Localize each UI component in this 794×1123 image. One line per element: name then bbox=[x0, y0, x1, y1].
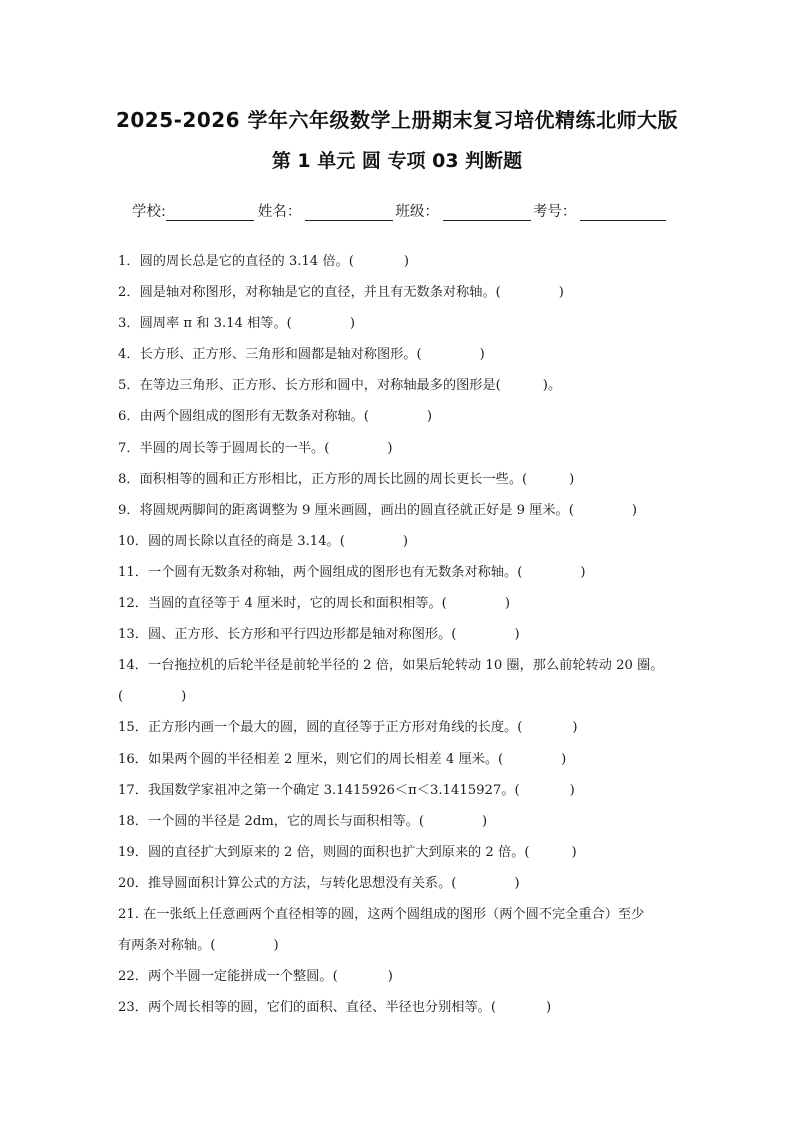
closing-paren: ) bbox=[569, 471, 575, 487]
question-text: 17．我国数学家祖冲之第一个确定 3.1415926＜π＜3.1415927。( bbox=[118, 782, 520, 798]
question-item bbox=[118, 775, 698, 806]
question-text: 1．圆的周长总是它的直径的 3.14 倍。( bbox=[118, 254, 354, 269]
question-item bbox=[118, 401, 698, 432]
closing-paren: ) bbox=[273, 938, 279, 954]
question-text: 10．圆的周长除以直径的商是 3.14。( bbox=[118, 533, 345, 549]
question-text: 13．圆、正方形、长方形和平行四边形都是轴对称图形。( bbox=[118, 627, 457, 643]
question-continuation bbox=[118, 930, 698, 961]
closing-paren: )。 bbox=[542, 378, 562, 394]
question-text: 23．两个周长相等的圆，它们的面积、直径、半径也分别相等。( bbox=[118, 1000, 496, 1016]
question-item bbox=[118, 744, 698, 775]
exam-number-blank[interactable] bbox=[580, 204, 666, 221]
closing-paren: ) bbox=[181, 689, 187, 705]
question-continuation-text: 有两条对称轴。( bbox=[118, 938, 216, 954]
question-text: 19．圆的直径扩大到原来的 2 倍，则圆的面积也扩大到原来的 2 倍。( bbox=[118, 844, 530, 860]
question-item bbox=[118, 899, 698, 930]
closing-paren: ) bbox=[402, 533, 409, 549]
question-item bbox=[118, 619, 698, 650]
closing-paren: ) bbox=[631, 502, 638, 518]
question-item bbox=[118, 277, 698, 308]
question-continuation-text: ( bbox=[118, 689, 124, 705]
question-text: 12．当圆的直径等于 4 厘米时，它的周长和面积相等。( bbox=[118, 596, 447, 612]
closing-paren: ) bbox=[558, 285, 564, 301]
closing-paren: ) bbox=[514, 875, 520, 891]
question-text: 16．如果两个圆的半径相差 2 厘米，则它们的周长相差 4 厘米。( bbox=[118, 751, 504, 767]
name-blank[interactable] bbox=[305, 204, 393, 221]
question-text: 18．一个圆的半径是 2dm，它的周长与面积相等。( bbox=[118, 813, 425, 829]
question-item bbox=[118, 868, 698, 899]
question-text: 5．在等边三角形、正方形、长方形和圆中，对称轴最多的图形是( bbox=[118, 378, 501, 394]
question-text: 3．圆周率 π 和 3.14 相等。( bbox=[118, 316, 292, 332]
question-text: 11．一个圆有无数条对称轴，两个圆组成的图形也有无数条对称轴。( bbox=[118, 564, 523, 580]
question-item bbox=[118, 495, 698, 526]
closing-paren: ) bbox=[580, 564, 586, 580]
question-list bbox=[118, 246, 698, 1023]
question-text: 8．面积相等的圆和正方形相比，正方形的周长比圆的周长更长一些。( bbox=[118, 471, 528, 487]
closing-paren: ) bbox=[504, 596, 510, 612]
document-subtitle: 第 1 单元 圆 专项 03 判断题 bbox=[271, 150, 523, 172]
question-text: 21. 在一张纸上任意画两个直径相等的圆，这两个圆组成的图形（两个圆不完全重合）至少 bbox=[118, 906, 645, 922]
school-label: 学校: bbox=[132, 204, 166, 220]
question-item bbox=[118, 557, 698, 588]
question-item bbox=[118, 308, 698, 339]
question-text: 2．圆是轴对称图形，对称轴是它的直径，并且有无数条对称轴。( bbox=[118, 285, 501, 301]
student-info-row bbox=[132, 200, 668, 221]
question-item bbox=[118, 246, 698, 277]
question-item bbox=[118, 837, 698, 868]
closing-paren: ) bbox=[571, 844, 577, 860]
name-label: 姓名： bbox=[257, 204, 302, 220]
closing-paren: ) bbox=[426, 409, 433, 425]
question-text: 15．正方形内画一个最大的圆，圆的直径等于正方形对角线的长度。( bbox=[118, 720, 523, 736]
question-item bbox=[118, 806, 698, 837]
closing-paren: ) bbox=[482, 813, 488, 829]
question-text: 14．一台拖拉机的后轮半径是前轮半径的 2 倍，如果后轮转动 10 圈，那么前轮转动 20 圈。 bbox=[118, 658, 664, 674]
closing-paren: ) bbox=[387, 440, 393, 456]
question-text: 7．半圆的周长等于圆周长的一半。( bbox=[118, 440, 330, 456]
class-blank[interactable] bbox=[443, 204, 531, 221]
class-label: 班级： bbox=[395, 204, 439, 220]
closing-paren: ) bbox=[387, 969, 393, 985]
exam-number-label: 考号： bbox=[532, 204, 577, 220]
question-text: 20．推导圆面积计算公式的方法，与转化思想没有关系。( bbox=[118, 875, 457, 891]
question-item bbox=[118, 992, 698, 1023]
question-item bbox=[118, 961, 698, 992]
question-text: 9．将圆规两脚间的距离调整为 9 厘米画圆，画出的圆直径就正好是 9 厘米。( bbox=[118, 502, 574, 518]
question-item bbox=[118, 339, 698, 370]
question-item bbox=[118, 526, 698, 557]
question-item bbox=[118, 650, 698, 681]
closing-paren: ) bbox=[349, 316, 355, 332]
question-item bbox=[118, 433, 698, 464]
question-item bbox=[118, 370, 698, 401]
question-item bbox=[118, 712, 698, 743]
closing-paren: ) bbox=[479, 347, 485, 363]
question-text: 6．由两个圆组成的图形有无数条对称轴。( bbox=[118, 409, 369, 425]
closing-paren: ) bbox=[569, 782, 575, 798]
question-continuation bbox=[118, 681, 698, 712]
question-text: 4．长方形、正方形、三角形和圆都是轴对称图形。( bbox=[118, 347, 422, 363]
school-blank[interactable] bbox=[166, 204, 254, 221]
closing-paren: ) bbox=[561, 751, 567, 767]
question-item bbox=[118, 588, 698, 619]
closing-paren: ) bbox=[514, 627, 520, 643]
closing-paren: ) bbox=[572, 720, 578, 736]
closing-paren: ) bbox=[403, 254, 410, 269]
document-title: 2025-2026 学年六年级数学上册期末复习培优精练北师大版 bbox=[115, 108, 679, 132]
question-item bbox=[118, 464, 698, 495]
question-text: 22．两个半圆一定能拼成一个整圆。( bbox=[118, 969, 338, 985]
closing-paren: ) bbox=[546, 1000, 552, 1016]
